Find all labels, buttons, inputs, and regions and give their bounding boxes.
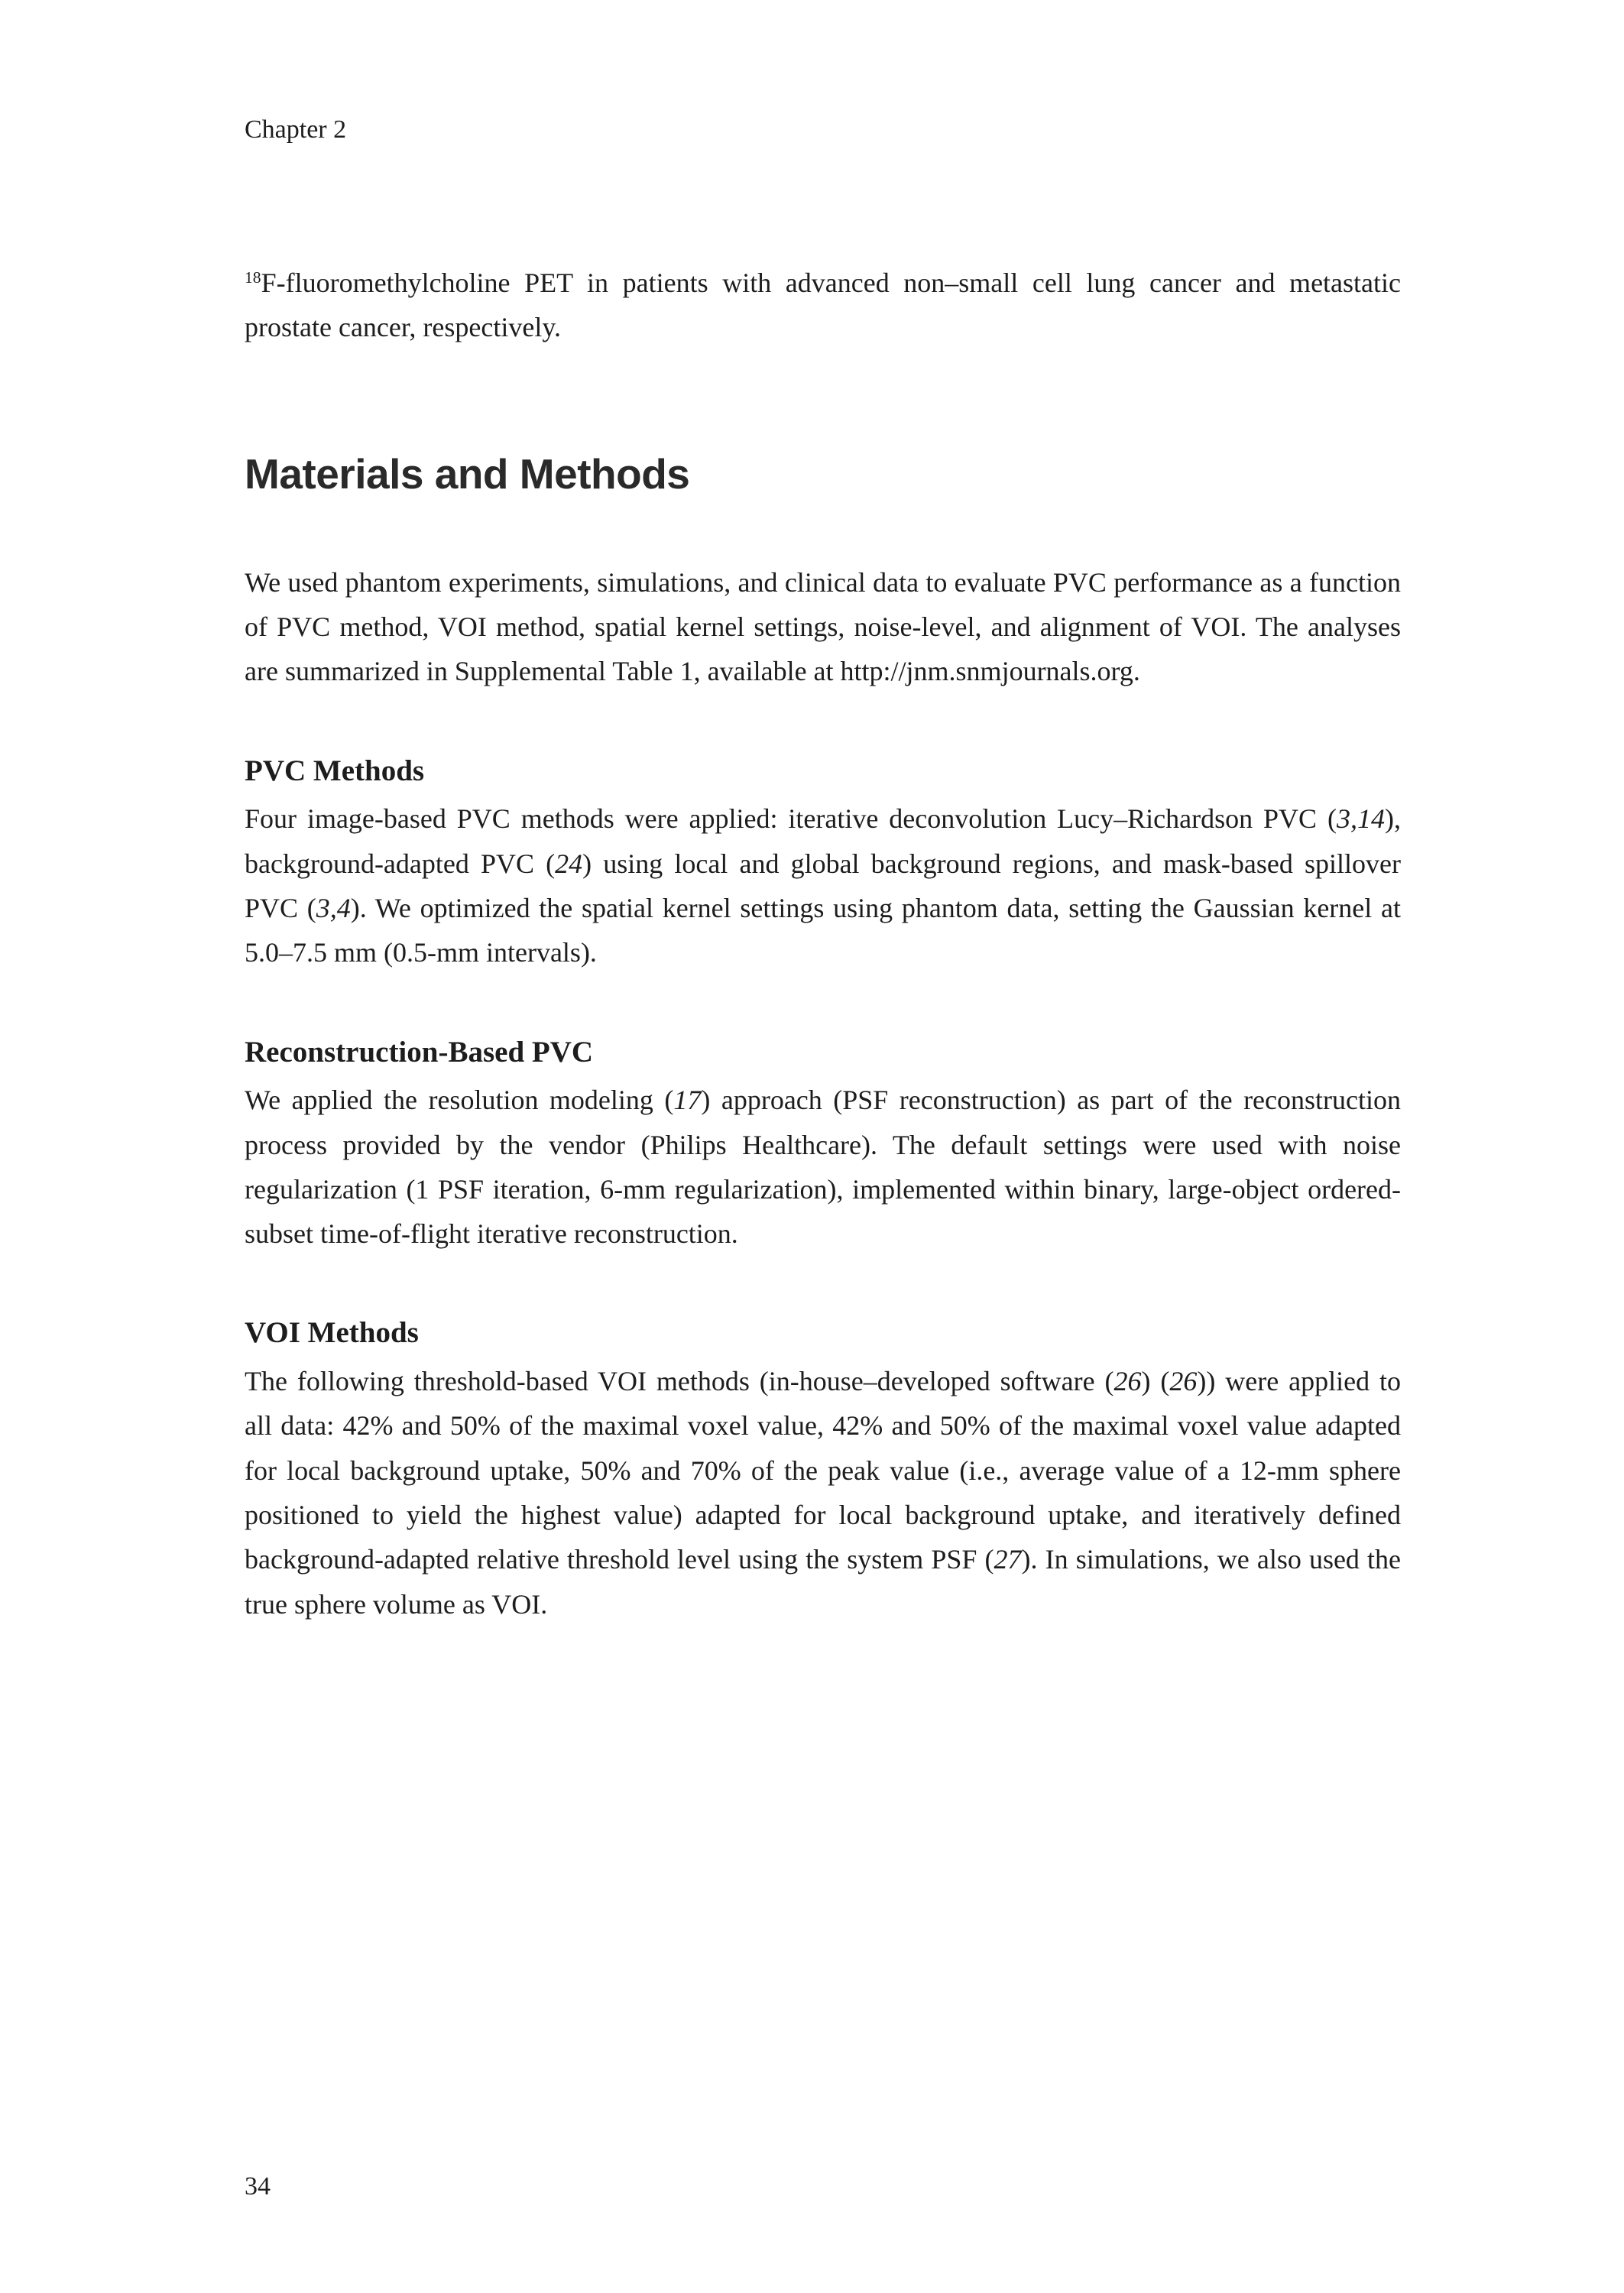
lead-paragraph: We used phantom experiments, simulations, and clinical data to evaluate PVC performance as a function of PVC method, VOI method, spatial kernel settings, noise-level, and alignment of VOI. The analyses are summarized in Supplemental Table 1, available at http://jnm.snmjournals.org.: [245, 566, 1401, 687]
section-heading: Materials and Methods: [245, 450, 690, 498]
intro-paragraph: $^{18}$F-fluoromethylcholine PET in patients with advanced non–small cell lung cancer and metastatic prostate cancer, respectively.: [245, 267, 1401, 343]
subsection-heading: VOI Methods: [245, 1316, 419, 1350]
subsection-pvc-methods: [245, 752, 1401, 975]
subsection-paragraph: We applied the resolution modeling (17) approach (PSF reconstruction) as part of the reconstruction process provided by the vendor (Philips Healthcare). The default settings were used with noise regularization (1 PSF iteration, 6-mm regularization), implemented within binary, large-object ordered-subset time-of-flight iterative reconstruction.: [245, 1085, 1401, 1250]
subsection-paragraph: Four image-based PVC methods were applied: iterative deconvolution Lucy–Richardson PVC (3,14), background-adapted PVC (24) using local and global background regions, and mask-based spillover PVC (3,4). We optimized the spatial kernel settings using phantom data, setting the Gaussian kernel at 5.0–7.5 mm (0.5-mm intervals).: [245, 803, 1401, 968]
subsection-heading: Reconstruction-Based PVC: [245, 1035, 594, 1069]
page-number: 34: [245, 2172, 271, 2201]
chapter-header: Chapter 2: [245, 115, 347, 144]
subsection-voi-methods: [245, 1314, 1401, 1627]
subsection-reconstruction-based-pvc: [245, 1033, 1401, 1257]
subsection-paragraph: The following threshold-based VOI methods (in-house–developed software (26) (26)) were applied to all data: 42% and 50% of the maximal voxel value, 42% and 50% of the maximal voxel value adapted for local background uptake, 50% and 70% of the peak value (i.e., average value of a 12-mm sphere positioned to yield the highest value) adapted for local background uptake, and iteratively defined background-adapted relative threshold level using the system PSF (27). In simulations, we also used the true sphere volume as VOI.: [245, 1366, 1402, 1620]
subsection-heading: PVC Methods: [245, 754, 425, 787]
